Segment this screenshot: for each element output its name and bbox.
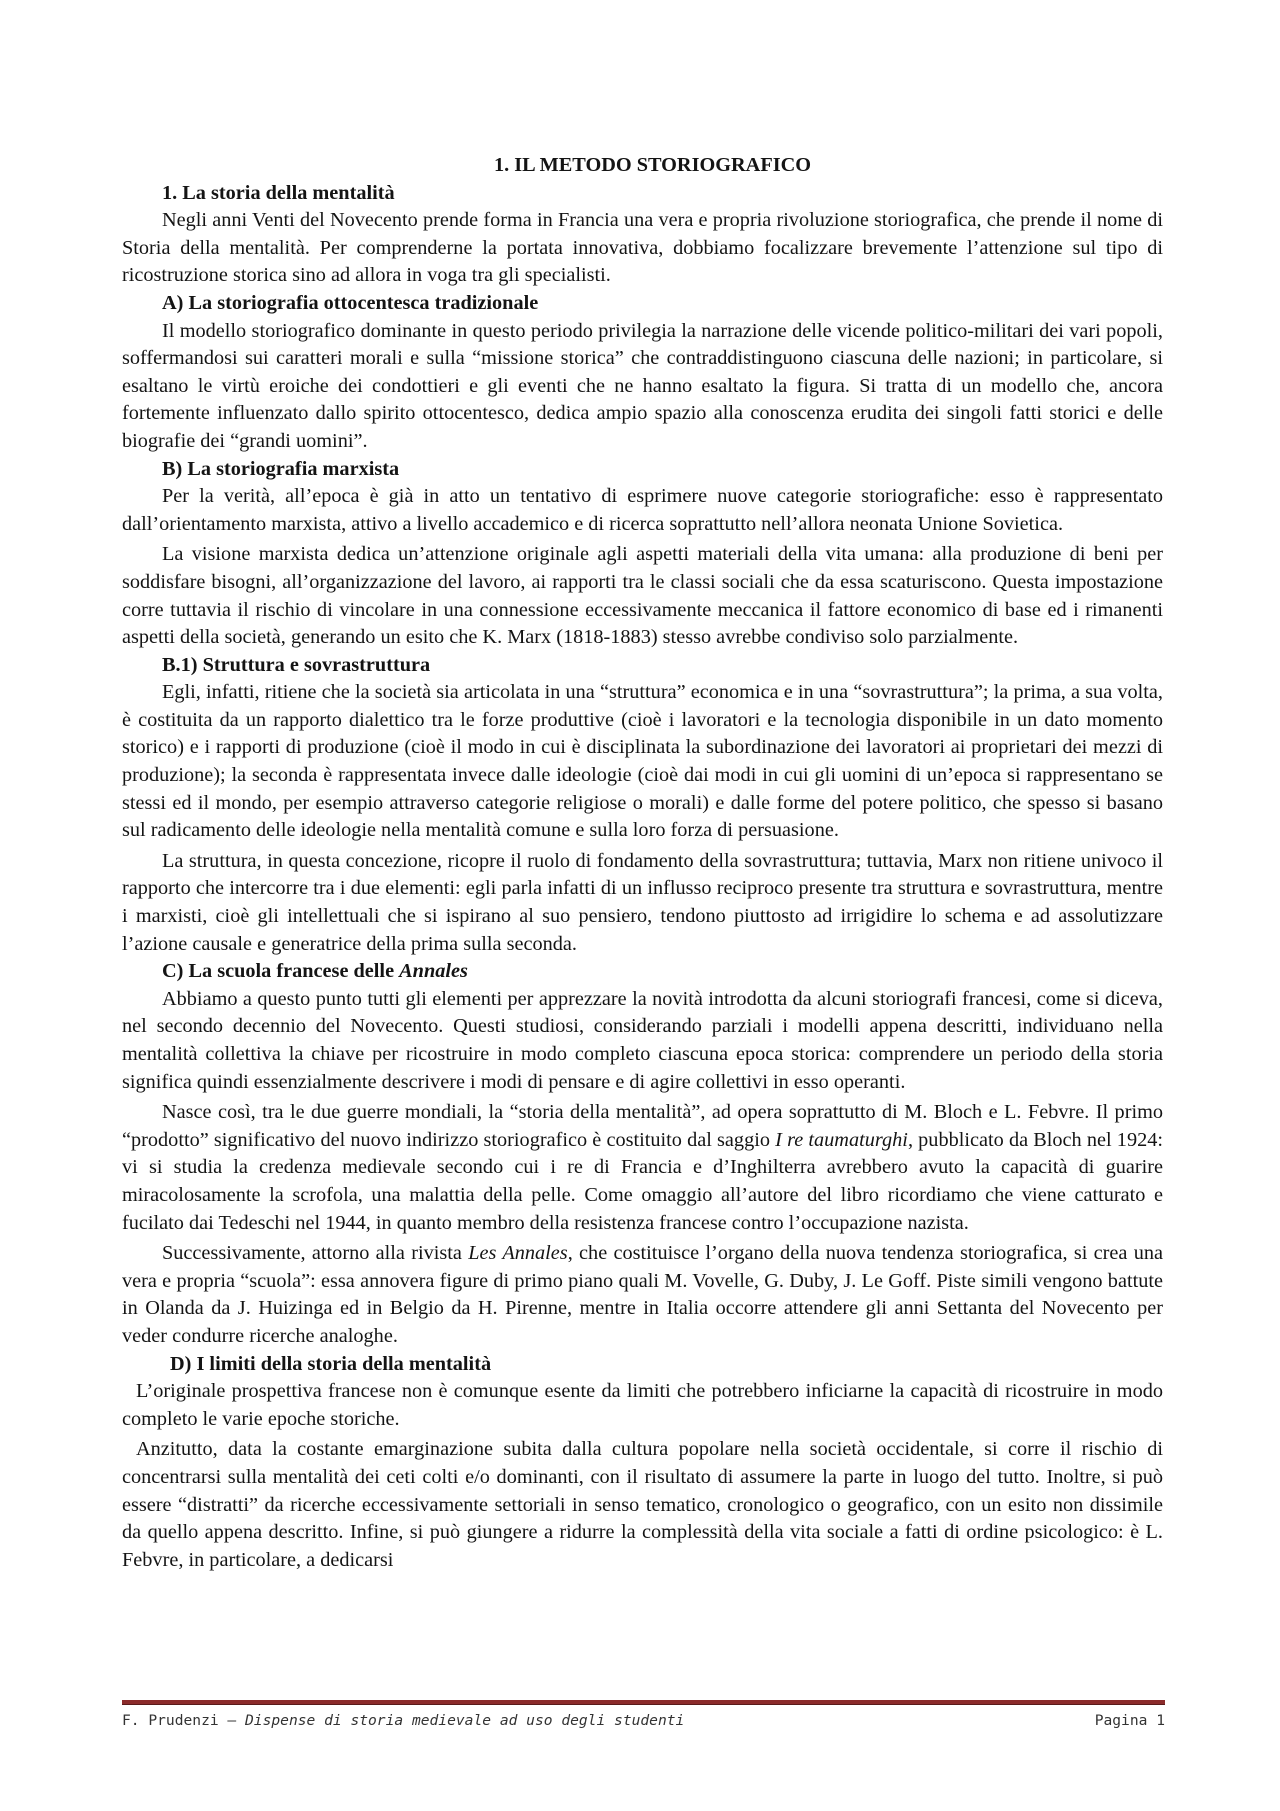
page-body xyxy=(122,152,1163,1574)
section-heading-1: 1. La storia della mentalità xyxy=(162,181,395,204)
heading-a: A) La storiografia ottocentesca tradizionale xyxy=(162,291,539,314)
footer-author: F. Prudenzi – xyxy=(122,1712,246,1729)
book-title: I re taumaturghi xyxy=(775,1128,908,1151)
paragraph-d-2: Anzitutto, data la costante emarginazione subita dalla cultura popolare nella società occidentale, si corre il rischio di concentrarsi sulla mentalità dei ceti colti e/o dominanti, con il risultato di assumere la parte in luogo del tutto. Inoltre, si può essere “distratti” da ricerche eccessivamente settoriali in senso tematico, cronologico o geografico, con un esito non dissimile da quello appena descritto. Infine, si può giungere a ridurre la complessità della vita sociale a fatti di ordine psicologico: è L. Febvre, in particolare, a dedicarsi xyxy=(122,1438,1163,1571)
heading-c xyxy=(122,958,1163,986)
page-footer xyxy=(122,1712,1165,1729)
paragraph-b-1: Per la verità, all’epoca è già in atto un tentativo di esprimere nuove categorie storiografiche: esso è rappresentato dall’orientamento marxista, attivo a livello accademico e di ricerca soprattutto nell’allora neonata Unione Sovietica. xyxy=(122,485,1163,535)
page-number: Pagina 1 xyxy=(1094,1712,1165,1729)
heading-b: B) La storiografia marxista xyxy=(162,457,400,480)
heading-c-text: C) La scuola francese delle xyxy=(162,960,400,983)
paragraph-b-2: La visione marxista dedica un’attenzione originale agli aspetti materiali della vita umana: alla produzione di beni per soddisfare bisogni, all’organizzazione del lavoro, ai rapporti tra le classi sociali che da essa scaturiscono. Questa impostazione corre tuttavia il rischio di vincolare in una connessione eccessivamente meccanica il fattore economico di base ed i rimanenti aspetti della società, generando un esito che K. Marx (1818-1883) stesso avrebbe condiviso solo parzialmente. xyxy=(122,543,1163,649)
heading-c-italic: Annales xyxy=(399,960,468,983)
paragraph-c-1: Abbiamo a questo punto tutti gli elementi per apprezzare la novità introdotta da alcuni storiografi francesi, come si diceva, nel secondo decennio del Novecento. Questi studiosi, considerando parziali i modelli appena descritti, individuano nella mentalità collettiva la chiave per ricostruire in modo completo ciascuna epoca storica: comprendere un periodo della storia significa quindi essenzialmente descrivere i modi di pensare e di agire collettivi in esso operanti. xyxy=(122,987,1163,1093)
heading-d: D) I limiti della storia della mentalità xyxy=(170,1352,492,1375)
paragraph-a: Il modello storiografico dominante in questo periodo privilegia la narrazione delle vicende politico-militari dei vari popoli, soffermandosi sui caratteri morali e sulla “missione storica” che contraddistinguono ciascuna delle nazioni; in particolare, si esaltano le virtù eroiche dei condottieri e gli eventi che ne hanno esaltato la figura. Si tratta di un modello che, ancora fortemente influenzato dallo spirito ottocentesco, dedica ampio spazio alla conoscenza erudita dei singoli fatti storici e delle biografie dei “grandi uomini”. xyxy=(122,319,1163,452)
paragraph-b1-2: La struttura, in questa concezione, ricopre il ruolo di fondamento della sovrastruttura; tuttavia, Marx non ritiene univoco il rapporto che intercorre tra i due elementi: egli parla infatti di un influsso reciproco presente tra struttura e sovrastruttura, mentre i marxisti, cioè gli intellettuali che si ispirano al suo pensiero, tendono piuttosto ad irrigidire lo schema e ad assolutizzare l’azione causale e generatrice della prima sulla seconda. xyxy=(122,849,1163,955)
footer-rule xyxy=(122,1700,1165,1705)
footer-subtitle: Dispense di storia medievale ad uso degli studenti xyxy=(245,1712,685,1729)
paragraph-c-2: Nasce così, tra le due guerre mondiali, la “storia della mentalità”, ad opera soprattutto di M. Bloch e L. Febvre. Il primo “prodotto” significativo del nuovo indirizzo storiografico è costituito dal saggio I re taumaturghi, pubblicato da Bloch nel 1924: vi si studia la credenza medievale secondo cui i re di Francia e d’Inghilterra avrebbero avuto la capacità di guarire miracolosamente la scrofola, una malattia della pelle. Come omaggio all’autore del libro ricordiamo che viene catturato e fucilato dai Tedeschi nel 1944, in quanto membro della resistenza francese contro l’occupazione nazista. xyxy=(122,1101,1163,1234)
page-title: 1. IL METODO STORIOGRAFICO xyxy=(493,154,812,176)
paragraph-d-1: L’originale prospettiva francese non è comunque esente da limiti che potrebbero inficiarne la capacità di ricostruire in modo completo le varie epoche storiche. xyxy=(122,1380,1163,1430)
paragraph-c-3: Successivamente, attorno alla rivista Les Annales, che costituisce l’organo della nuova tendenza storiografica, si crea una vera e propria “scuola”: essa annovera figure di primo piano quali M. Vovelle, G. Duby, J. Le Goff. Piste simili vengono battute in Olanda da J. Huizinga ed in Belgio da H. Pirenne, mentre in Italia occorre attendere gli anni Settanta del Novecento per veder condurre ricerche analoghe. xyxy=(122,1242,1164,1347)
paragraph-b1-1: Egli, infatti, ritiene che la società sia articolata in una “struttura” economica e in una “sovrastruttura”; la prima, a sua volta, è costituita da un rapporto dialettico tra le forze produttive (cioè i lavoratori e la tecnologia disponibile in un dato momento storico) e i rapporti di produzione (cioè il modo in cui è disciplinata la subordinazione dei lavoratori ai proprietari dei mezzi di produzione); la seconda è rappresentata invece dalle ideologie (cioè dai modi in cui gli uomini di un’epoca si rappresentano se stessi ed il mondo, per esempio attraverso categorie religiose o morali) e dalle forme del potere politico, che spesso si basano sul radicamento delle ideologie nella mentalità comune e sulla loro forza di persuasione. xyxy=(122,681,1163,842)
intro-paragraph: Negli anni Venti del Novecento prende forma in Francia una vera e propria rivoluzione storiografica, che prende il nome di Storia della mentalità. Per comprenderne la portata innovativa, dobbiamo focalizzare brevemente l’attenzione sul tipo di ricostruzione storica sino ad allora in voga tra gli specialisti. xyxy=(122,209,1163,287)
heading-b1: B.1) Struttura e sovrastruttura xyxy=(162,653,431,676)
journal-title: Les Annales xyxy=(468,1242,568,1265)
footer-left xyxy=(122,1712,684,1729)
